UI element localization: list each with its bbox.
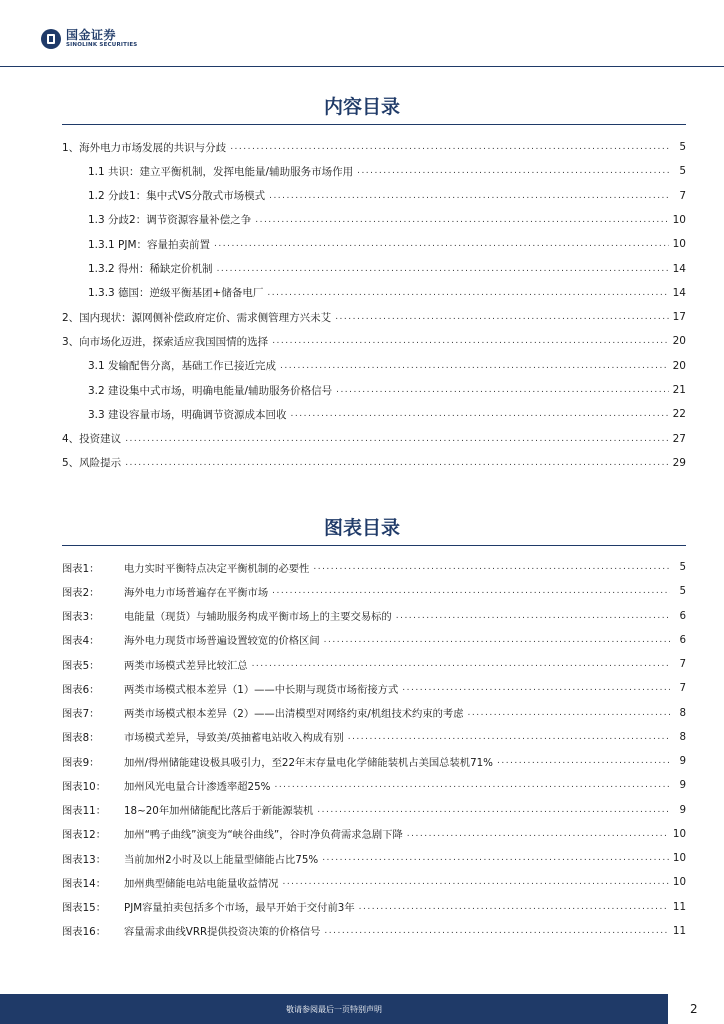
figure-number: 图表15： — [62, 902, 106, 914]
toc-entry-page: 10 — [672, 213, 686, 226]
brand-name-en: SINOLINK SECURITIES — [66, 42, 138, 49]
toc-entry[interactable] — [62, 429, 686, 449]
figure-entry-page: 6 — [679, 609, 686, 622]
figure-entry[interactable] — [62, 848, 686, 868]
figure-entry[interactable] — [62, 703, 686, 723]
figure-number: 图表6： — [62, 683, 100, 696]
toc-entry[interactable] — [62, 331, 686, 351]
toc-entry-page: 20 — [672, 359, 686, 372]
figure-leader-dots — [272, 586, 670, 596]
figure-number: 图表12： — [62, 829, 106, 842]
figure-number: 图表16： — [62, 926, 106, 939]
figure-title: 电力实时平衡特点决定平衡机制的必要性 — [124, 562, 310, 575]
toc-entry-label: 2、国内现状：源网侧补偿政府定价、需求侧管理方兴未艾 — [62, 311, 332, 324]
figure-entry-page: 10 — [672, 876, 686, 889]
figure-entry[interactable] — [62, 654, 686, 674]
toc-entry-page: 7 — [679, 189, 686, 202]
toc-entry[interactable] — [88, 210, 686, 230]
toc-leader-dots — [280, 361, 669, 371]
figure-leader-dots — [282, 877, 668, 887]
figure-entry-label — [62, 851, 318, 866]
figure-entry-label — [62, 802, 313, 817]
brand-logo — [40, 28, 137, 50]
toc-entry[interactable] — [88, 234, 686, 254]
toc-entry-page: 17 — [672, 311, 686, 324]
footer-disclaimer — [0, 994, 668, 1024]
figure-entry-page: 10 — [672, 827, 686, 840]
toc-leader-dots — [230, 142, 670, 152]
figure-entry-label — [62, 705, 464, 720]
figure-entry[interactable] — [62, 921, 686, 941]
toc-entry-page: 29 — [672, 456, 686, 469]
figure-entry[interactable] — [62, 606, 686, 626]
toc-leader-dots — [291, 409, 669, 419]
toc-entry-page: 21 — [672, 384, 686, 396]
toc-entry-page: 22 — [672, 408, 686, 421]
figure-entry[interactable] — [62, 800, 686, 820]
figure-number: 图表1： — [62, 562, 100, 575]
toc-leader-dots — [272, 336, 668, 346]
figure-entry[interactable] — [62, 775, 686, 795]
toc-entry[interactable] — [88, 186, 686, 206]
figure-leader-dots — [348, 732, 670, 742]
figure-leader-dots — [407, 829, 669, 839]
figure-title: 18~20年加州储能配比落后于新能源装机 — [124, 805, 314, 817]
toc-entry-label: 5、风险提示 — [62, 457, 122, 470]
figure-title: 电能量（现货）与辅助服务构成平衡市场上的主要交易标的 — [124, 611, 392, 623]
figure-entry[interactable] — [62, 557, 686, 577]
toc-entry[interactable] — [88, 380, 686, 400]
figure-entry-page: 5 — [679, 585, 686, 598]
figure-entry-label — [62, 923, 320, 938]
header-divider — [0, 66, 724, 67]
figure-entry-label — [62, 632, 320, 647]
figure-entry-label — [62, 560, 309, 575]
sinolink-logo-icon — [40, 28, 62, 50]
toc-entry[interactable] — [88, 356, 686, 376]
toc-entry[interactable] — [88, 404, 686, 424]
figure-title: 容量需求曲线VRR提供投资决策的价格信号 — [124, 926, 321, 939]
figure-number: 图表13： — [62, 853, 106, 866]
figure-entry-label — [62, 608, 392, 623]
figure-number: 图表2： — [62, 586, 100, 599]
figure-entry-label — [62, 899, 355, 914]
figure-entry-label — [62, 778, 270, 793]
figure-number: 图表8： — [62, 732, 100, 745]
figure-entry-label — [62, 729, 344, 744]
figure-number: 图表7： — [62, 708, 100, 720]
figure-entry-page: 9 — [679, 755, 686, 767]
toc-leader-dots — [255, 215, 668, 225]
toc-leader-dots — [335, 312, 668, 322]
toc-title: 内容目录 — [323, 96, 400, 118]
figure-title: 加州典型储能电站电能量收益情况 — [124, 877, 279, 890]
figure-entry-label — [62, 681, 398, 696]
figure-entry[interactable] — [62, 872, 686, 892]
figure-number: 图表4： — [62, 635, 100, 648]
figure-entry-page: 8 — [679, 730, 686, 743]
toc-entry-label: 3.2 建设集中式市场，明确电能量/辅助服务价格信号 — [88, 384, 333, 397]
figure-entry-page: 9 — [679, 803, 686, 816]
toc-entry-label: 1、海外电力市场发展的共识与分歧 — [62, 141, 227, 154]
figure-entry[interactable] — [62, 751, 686, 771]
figure-title: 市场模式差异，导致美/英抽蓄电站收入构成有别 — [124, 732, 344, 745]
figure-leader-dots — [252, 659, 670, 669]
figure-entry-page: 6 — [679, 633, 686, 646]
footer-disclaimer-text: 敬请参阅最后一页特别声明 — [286, 1004, 382, 1014]
figure-entry[interactable] — [62, 824, 686, 844]
toc-entry-page: 5 — [679, 141, 686, 153]
toc-leader-dots — [217, 264, 669, 274]
figure-entry-label — [62, 657, 248, 672]
figure-entry-label — [62, 584, 268, 599]
toc-entry[interactable] — [88, 161, 686, 181]
toc-leader-dots — [336, 385, 669, 395]
figure-leader-dots — [317, 805, 670, 815]
figure-entry[interactable] — [62, 897, 686, 917]
figure-entry[interactable] — [62, 727, 686, 747]
toc-entry-label: 1.3 分歧2：调节资源容量补偿之争 — [88, 214, 252, 227]
toc-entry[interactable] — [88, 283, 686, 303]
toc-entry-label: 4、投资建议 — [62, 433, 122, 446]
figure-leader-dots — [359, 902, 669, 912]
figure-number: 图表9： — [62, 756, 100, 769]
figure-entry[interactable] — [62, 581, 686, 601]
toc-entry-page: 10 — [672, 238, 686, 251]
figures-title: 图表目录 — [323, 517, 400, 539]
figure-number: 图表11： — [62, 805, 106, 817]
toc-leader-dots — [357, 166, 670, 176]
toc-entry-label: 3.3 建设容量市场，明确调节资源成本回收 — [88, 408, 287, 421]
page-footer — [0, 994, 724, 1024]
toc-entry-page: 5 — [679, 165, 686, 178]
toc-entry-page: 20 — [672, 335, 686, 348]
figure-number: 图表3： — [62, 611, 100, 623]
figure-leader-dots — [497, 756, 670, 766]
figure-leader-dots — [274, 780, 670, 790]
toc-entry-label: 1.3.2 得州：稀缺定价机制 — [88, 263, 213, 275]
toc-title-divider — [62, 124, 686, 125]
toc-leader-dots — [267, 288, 668, 298]
figure-entry[interactable] — [62, 630, 686, 650]
figure-leader-dots — [324, 926, 668, 936]
toc-entry[interactable] — [88, 259, 686, 279]
figure-entry-label — [62, 754, 493, 769]
page-header — [0, 0, 724, 68]
figure-entry-page: 10 — [672, 852, 686, 864]
figure-title: 加州风光电量合计渗透率超25% — [124, 780, 271, 793]
figure-entry-page: 11 — [672, 924, 686, 937]
figure-entry-page: 7 — [679, 682, 686, 695]
figure-entry[interactable] — [62, 678, 686, 698]
toc-leader-dots — [269, 191, 670, 201]
page-number: 2 — [690, 1002, 698, 1016]
toc-entry[interactable] — [62, 137, 686, 157]
figure-leader-dots — [322, 853, 669, 863]
toc-entry-page: 14 — [672, 286, 686, 299]
brand-name-cn: 国金证券 — [66, 28, 117, 43]
toc-entry-label: 3、向市场化迈进，探索适应我国国情的选择 — [62, 335, 269, 348]
figure-number: 图表10： — [62, 780, 106, 793]
figure-title: 当前加州2小时及以上能量型储能占比75% — [124, 853, 319, 866]
toc-entry-label: 1.3.1 PJM：容量拍卖前置 — [88, 238, 211, 251]
figure-title: 两类市场模式根本差异（2）——出清模型对网络约束/机组技术约束的考虑 — [124, 708, 464, 720]
figure-number: 图表5： — [62, 659, 100, 672]
figure-title: 海外电力现货市场普遍设置较宽的价格区间 — [124, 635, 320, 648]
figure-leader-dots — [324, 635, 670, 645]
figure-leader-dots — [396, 611, 670, 621]
figure-entry-page: 5 — [679, 561, 686, 573]
figure-leader-dots — [468, 708, 670, 718]
figure-title: 两类市场模式差异比较汇总 — [124, 659, 248, 672]
figure-title: PJM容量拍卖包括多个市场，最早开始于交付前3年 — [124, 902, 355, 914]
toc-entry-label: 1.1 共识：建立平衡机制，发挥电能量/辅助服务市场作用 — [88, 165, 354, 178]
figure-entry-page: 11 — [672, 900, 686, 913]
toc-leader-dots — [214, 239, 669, 249]
figure-entry-label — [62, 875, 278, 890]
toc-entry-label: 3.1 发输配售分离，基础工作已接近完成 — [88, 360, 277, 373]
figure-title: 加州“鸭子曲线”演变为“峡谷曲线”，谷时净负荷需求急剧下降 — [124, 829, 403, 842]
figure-leader-dots — [313, 562, 670, 572]
figures-title-divider — [62, 545, 686, 546]
toc-entry-label: 1.3.3 德国：逆级平衡基团+储备电厂 — [88, 287, 264, 300]
figure-number: 图表14： — [62, 877, 106, 890]
toc-entry[interactable] — [62, 453, 686, 473]
figure-title: 加州/得州储能建设极具吸引力，至22年末存量电化学储能装机占美国总装机71% — [124, 756, 493, 769]
toc-leader-dots — [125, 434, 668, 444]
figure-entry-label — [62, 826, 403, 841]
figure-entry-page: 8 — [679, 706, 686, 719]
figure-title: 两类市场模式根本差异（1）——中长期与现货市场衔接方式 — [124, 683, 399, 696]
toc-leader-dots — [125, 458, 668, 468]
figure-leader-dots — [402, 683, 670, 693]
toc-entry[interactable] — [62, 307, 686, 327]
figure-entry-page: 9 — [679, 779, 686, 792]
toc-entry-page: 27 — [672, 432, 686, 445]
figure-entry-page: 7 — [679, 658, 686, 670]
toc-entry-label: 1.2 分歧1：集中式VS分散式市场模式 — [88, 190, 266, 203]
figure-title: 海外电力市场普遍存在平衡市场 — [124, 586, 269, 599]
toc-entry-page: 14 — [672, 262, 686, 275]
